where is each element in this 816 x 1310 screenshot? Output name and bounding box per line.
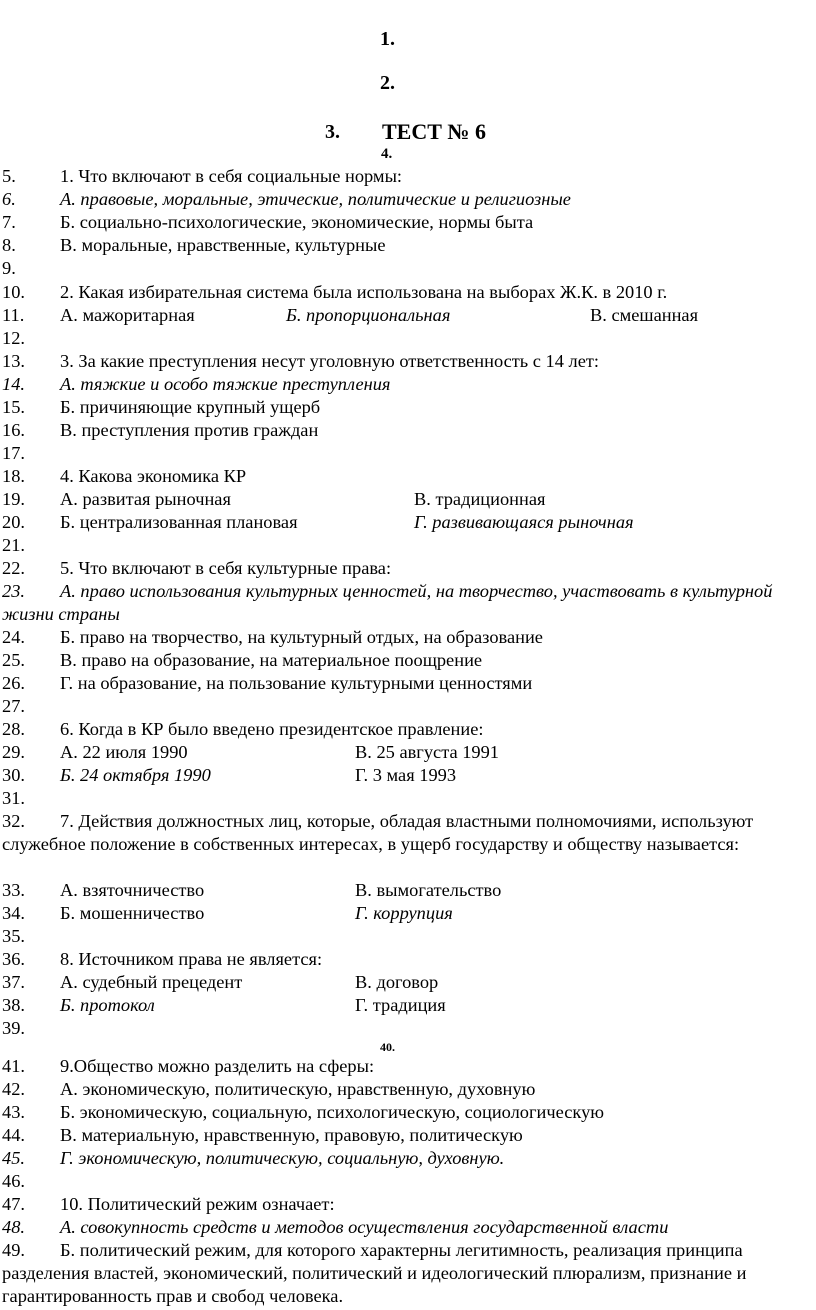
line-number: 23. bbox=[2, 581, 25, 601]
answer-option: Б. политический режим, для которого характерны легитимность, реализация принципа разделения властей, экономический, политический и идеологический плюрализм, признание и гарантированность прав и свобод человека. bbox=[2, 1240, 747, 1306]
answer-option: Г. традиция bbox=[355, 995, 446, 1015]
line-number: 35. bbox=[2, 926, 25, 946]
line-number: 30. bbox=[2, 765, 25, 785]
line-number: 14. bbox=[2, 374, 25, 394]
answer-option: В. 25 августа 1991 bbox=[355, 742, 500, 762]
answer-option: А. взяточничество bbox=[60, 880, 205, 900]
answer-option: А. развитая рыночная bbox=[60, 489, 231, 509]
list-line bbox=[2, 810, 808, 856]
line-number: 20. bbox=[2, 512, 25, 532]
line-number: 43. bbox=[2, 1102, 25, 1122]
answer-option-correct: Б. пропорциональная bbox=[286, 305, 451, 325]
question-10: 10. Политический режим означает: bbox=[60, 1194, 335, 1214]
answer-option-correct: А. правовые, моральные, этические, политические и религиозные bbox=[60, 189, 571, 209]
answer-option-correct: Б. 24 октября 1990 bbox=[60, 765, 211, 785]
answer-option-correct: Г. коррупция bbox=[355, 903, 453, 923]
line-number: 40. bbox=[380, 1040, 395, 1054]
line-number: 16. bbox=[2, 420, 25, 440]
question-5: 5. Что включают в себя культурные права: bbox=[60, 558, 392, 578]
question-3: 3. За какие преступления несут уголовную ответственность с 14 лет: bbox=[60, 351, 600, 371]
answer-option: Г. на образование, на пользование культурными ценностями bbox=[60, 673, 533, 693]
answer-option: Б. мошенничество bbox=[60, 903, 205, 923]
question-6: 6. Когда в КР было введено президентское правление: bbox=[60, 719, 484, 739]
answer-option: В. преступления против граждан bbox=[60, 420, 319, 440]
answer-option: А. мажоритарная bbox=[60, 305, 195, 325]
answer-option: Б. причиняющие крупный ущерб bbox=[60, 397, 321, 417]
list-line bbox=[2, 580, 808, 626]
answer-option: Г. 3 мая 1993 bbox=[355, 765, 457, 785]
line-number: 17. bbox=[2, 443, 25, 463]
answer-option: А. экономическую, политическую, нравственную, духовную bbox=[60, 1079, 536, 1099]
line-number: 32. bbox=[2, 811, 25, 831]
line-number: 9. bbox=[2, 258, 16, 278]
line-number: 39. bbox=[2, 1018, 25, 1038]
line-number: 47. bbox=[2, 1194, 25, 1214]
answer-option: Б. право на творчество, на культурный отдых, на образование bbox=[60, 627, 543, 647]
line-number: 18. bbox=[2, 466, 25, 486]
answer-option-correct: Г. экономическую, политическую, социальную, духовную. bbox=[60, 1148, 505, 1168]
line-number: 33. bbox=[2, 880, 25, 900]
line-number: 31. bbox=[2, 788, 25, 808]
answer-option-correct: А. тяжкие и особо тяжкие преступления bbox=[60, 374, 391, 394]
line-number: 25. bbox=[2, 650, 25, 670]
question-1: 1. Что включают в себя социальные нормы: bbox=[60, 166, 403, 186]
line-number: 12. bbox=[2, 328, 25, 348]
answer-option: В. смешанная bbox=[590, 305, 699, 325]
answer-option-correct: А. право использования культурных ценностей, на творчество, участвовать в культурной жизни страны bbox=[2, 581, 773, 624]
question-2: 2. Какая избирательная система была использована на выборах Ж.К. в 2010 г. bbox=[60, 282, 668, 302]
question-9: 9.Общество можно разделить на сферы: bbox=[60, 1056, 375, 1076]
line-number: 28. bbox=[2, 719, 25, 739]
line-number: 36. bbox=[2, 949, 25, 969]
answer-option: В. право на образование, на материальное поощрение bbox=[60, 650, 483, 670]
question-4: 4. Какова экономика КР bbox=[60, 466, 247, 486]
answer-option: Б. централизованная плановая bbox=[60, 512, 298, 532]
answer-option: В. договор bbox=[355, 972, 439, 992]
heading-3-number: 3. bbox=[325, 121, 340, 143]
answer-option: Б. экономическую, социальную, психологическую, социологическую bbox=[60, 1102, 605, 1122]
heading-1: 1. bbox=[380, 28, 395, 50]
answer-option: Б. социально-психологические, экономические, нормы быта bbox=[60, 212, 534, 232]
answer-option: В. моральные, нравственные, культурные bbox=[60, 235, 386, 255]
answer-option-correct: А. совокупность средств и методов осуществления государственной власти bbox=[60, 1217, 669, 1237]
line-number: 45. bbox=[2, 1148, 25, 1168]
line-number: 46. bbox=[2, 1171, 25, 1191]
line-number: 15. bbox=[2, 397, 25, 417]
list-line bbox=[2, 1239, 808, 1308]
line-number: 37. bbox=[2, 972, 25, 992]
answer-option: В. вымогательство bbox=[355, 880, 502, 900]
line-number: 26. bbox=[2, 673, 25, 693]
heading-4: 4. bbox=[381, 146, 393, 162]
line-number: 29. bbox=[2, 742, 25, 762]
question-8: 8. Источником права не является: bbox=[60, 949, 323, 969]
line-number: 44. bbox=[2, 1125, 25, 1145]
line-number: 34. bbox=[2, 903, 25, 923]
line-number: 11. bbox=[2, 305, 25, 325]
answer-option: В. материальную, нравственную, правовую, политическую bbox=[60, 1125, 523, 1145]
line-number: 10. bbox=[2, 282, 25, 302]
line-number: 41. bbox=[2, 1056, 25, 1076]
line-number: 7. bbox=[2, 212, 16, 232]
line-number: 24. bbox=[2, 627, 25, 647]
line-number: 13. bbox=[2, 351, 25, 371]
line-number: 48. bbox=[2, 1217, 25, 1237]
question-7: 7. Действия должностных лиц, которые, обладая властными полномочиями, используют служебное положение в собственных интересах, в ущерб государству и обществу называется: bbox=[2, 811, 754, 854]
answer-option-correct: Б. протокол bbox=[60, 995, 155, 1015]
line-number: 8. bbox=[2, 235, 16, 255]
line-number: 19. bbox=[2, 489, 25, 509]
line-number: 21. bbox=[2, 535, 25, 555]
line-number: 38. bbox=[2, 995, 25, 1015]
line-number: 5. bbox=[2, 166, 16, 186]
answer-option: В. традиционная bbox=[414, 489, 546, 509]
line-number: 49. bbox=[2, 1240, 25, 1260]
answer-option: А. судебный прецедент bbox=[60, 972, 243, 992]
test-title: ТЕСТ № 6 bbox=[382, 119, 487, 144]
line-number: 27. bbox=[2, 696, 25, 716]
line-number: 42. bbox=[2, 1079, 25, 1099]
answer-option-correct: Г. развивающаяся рыночная bbox=[414, 512, 634, 532]
heading-2: 2. bbox=[380, 72, 395, 94]
line-number: 6. bbox=[2, 189, 16, 209]
line-number: 22. bbox=[2, 558, 25, 578]
answer-option: А. 22 июля 1990 bbox=[60, 742, 188, 762]
